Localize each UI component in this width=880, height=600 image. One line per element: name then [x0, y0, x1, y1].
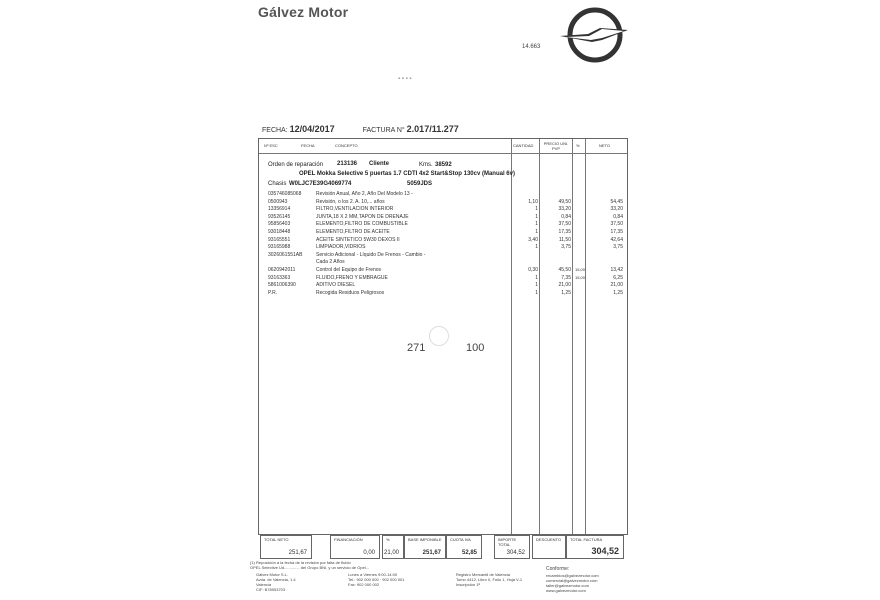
financiacion-value: 0,00	[363, 550, 375, 556]
table-row	[259, 206, 627, 214]
footer-email-2: comercial@galvezmotor.com	[546, 578, 598, 583]
column-headers	[259, 139, 627, 154]
total-factura-label: TOTAL FACTURA	[570, 537, 603, 542]
header-number: 14.663	[522, 44, 541, 50]
footer-conforme: Conforme:	[546, 566, 570, 572]
item-unit-price: 45,50	[558, 267, 571, 273]
company-name: Gálvez Motor	[258, 4, 349, 20]
kms-value: 38592	[435, 162, 452, 168]
total-factura-box	[566, 535, 624, 559]
importe-label: IMPORTE TOTAL	[498, 537, 517, 547]
item-code: 93018448	[268, 229, 291, 235]
item-description: JUNTA,18 X 2 MM,TAPON DE DRENAJE	[316, 213, 409, 220]
item-code: 5861006390	[268, 282, 296, 289]
item-quantity: 1	[535, 274, 538, 281]
footer-address-3: Valencia	[256, 582, 272, 587]
stamp-number-left: 271	[407, 342, 426, 354]
item-code: 93526145	[268, 213, 291, 220]
table-row	[259, 214, 627, 222]
table-row	[259, 252, 627, 260]
table-row	[259, 229, 627, 237]
base-label: BASE IMPONIBLE	[408, 537, 442, 542]
table-row	[259, 237, 627, 245]
importe-value: 304,52	[506, 550, 525, 556]
item-total: 54,45	[610, 198, 623, 205]
item-total: 13,42	[610, 267, 623, 273]
table-row	[259, 199, 627, 207]
footer-phone: Tel.: 902 000 000 · 902 000 001	[348, 577, 405, 582]
col-header: NETO	[599, 143, 611, 148]
item-code: 95856403	[268, 221, 291, 228]
col-header: PRECIO UNI. PVP	[543, 141, 569, 151]
col-header: CANTIDAD	[513, 143, 534, 148]
item-unit-price: 3,75	[561, 244, 571, 251]
kms-label: Kms.	[419, 162, 433, 168]
table-row	[259, 259, 627, 267]
item-description: ACEITE SINTETICO 5W30 DEXOS II	[316, 236, 400, 243]
base-value: 251,67	[422, 550, 441, 556]
footer-address-1: Gálvez Motor S.L.	[256, 572, 289, 577]
factura-label: FACTURA N°	[362, 127, 405, 134]
col-header: FECHA	[301, 143, 315, 148]
table-row	[259, 275, 627, 283]
footer-email-3: taller@galvezmotor.com	[546, 583, 589, 588]
iva-pct-value: 21,00	[383, 550, 399, 556]
cuota-label: CUOTA IVA	[450, 537, 471, 542]
item-unit-price: 21,00	[558, 282, 571, 289]
footer-address-4: CIF: B78953703	[256, 587, 286, 592]
item-unit-price: 17,35	[558, 229, 571, 235]
orden-value: 213136	[337, 161, 358, 167]
item-description: Revisión Anual, Año 2, Año Del Modelo 13 -	[316, 191, 413, 197]
footer-hours: Lunes a Viernes 9:00-14:00	[348, 572, 398, 577]
item-quantity: 1	[535, 229, 538, 235]
item-description: Recogida Residuos Peligrosos	[316, 289, 385, 296]
table-row	[259, 221, 627, 229]
item-description: Revisión, o los 2. A. 10,... años	[316, 198, 385, 205]
table-row	[259, 244, 627, 252]
item-quantity: 1	[535, 213, 538, 220]
item-code: 93165551	[268, 236, 291, 243]
cuota-value: 52,85	[461, 550, 477, 556]
vehicle-description: OPEL Mokka Selective 5 puertas 1.7 CDTI 4x2 Start&Stop 130cv (Manual 6v)	[299, 171, 515, 177]
item-description: ELEMENTO,FILTRO DE ACEITE	[316, 229, 390, 235]
financiacion-label: FINANCIACIÓN	[334, 537, 363, 542]
item-unit-price: 33,20	[558, 206, 571, 213]
item-description: ADITIVO DIESEL	[316, 282, 356, 289]
total-neto-label: TOTAL NETO	[264, 537, 289, 542]
item-description: Cada 2 Años	[316, 259, 345, 266]
item-quantity: 3,40	[528, 236, 538, 243]
item-total: 6,25	[613, 274, 623, 281]
footer-note-1: (1) Reposición a la fecha de la revisión por falta de fluido	[250, 560, 351, 565]
item-total: 42,64	[610, 236, 623, 243]
item-unit-price: 1,25	[561, 289, 571, 296]
total-neto-value: 251,67	[288, 550, 307, 556]
item-quantity: 1	[535, 221, 538, 228]
footer-registry-2: Tomo 4412, Libro 0, Folio 1, Hoja V-1	[456, 577, 523, 582]
footer-web: www.galvezmotor.com	[546, 588, 586, 593]
header-marks: ▪ ▪ ▪ ▪	[398, 76, 412, 82]
item-description: Servicio Adicional - Líquido De Frenos - Cambio -	[316, 251, 426, 258]
orden-label: Orden de reparación	[268, 162, 324, 168]
item-quantity: 1	[535, 244, 538, 251]
cuota-box	[446, 535, 482, 559]
base-box	[404, 535, 446, 559]
total-factura-value: 304,52	[591, 546, 619, 556]
item-total: 33,20	[610, 206, 623, 213]
col-header: Nº ESC	[264, 143, 278, 148]
item-quantity: 1,10	[528, 198, 538, 205]
cliente-label: Cliente	[369, 161, 390, 167]
footer-note-2: OPEL Selective Ud.............. del Grupo BNI, y un servicio de Opel...	[250, 565, 370, 570]
item-description: LIMPIADOR,VIDRIOS	[316, 244, 366, 251]
matricula-value: 5059JDS	[407, 181, 433, 187]
descuento-box	[532, 535, 566, 559]
item-quantity: 1	[535, 206, 538, 213]
col-header: %	[576, 143, 580, 148]
footer-email-1: recambios@galvezmotor.com	[546, 573, 599, 578]
factura-value: 2.017/11.277	[406, 124, 459, 134]
item-unit-price: 7,35	[561, 274, 571, 281]
financiacion-box	[330, 535, 380, 559]
fecha-value: 12/04/2017	[289, 124, 335, 134]
total-neto-box	[260, 535, 312, 559]
item-code: 93165988	[268, 244, 291, 251]
item-quantity: 1	[535, 282, 538, 289]
footer-fax: Fax: 902 000 002	[348, 582, 380, 587]
item-description: FLUIDO,FRENO Y EMBRAGUE	[316, 274, 388, 281]
col-header: CONCEPTO	[335, 143, 358, 148]
item-description: FILTRO,VENTILACION INTERIOR	[316, 206, 394, 213]
stamp-number-right: 100	[466, 342, 485, 354]
iva-pct-box	[382, 535, 404, 559]
item-code: P.R.	[268, 289, 278, 296]
chasis-label: Chasis	[268, 181, 287, 187]
importe-box	[494, 535, 530, 559]
item-code: 035746085068	[268, 191, 302, 197]
item-quantity: 1	[535, 289, 538, 296]
item-code: 93163363	[268, 274, 291, 281]
item-total: 1,25	[613, 289, 623, 296]
item-code: 0500943	[268, 198, 288, 205]
item-quantity: 0,30	[528, 267, 538, 273]
item-total: 37,50	[610, 221, 623, 228]
item-unit-price: 11,50	[558, 236, 571, 243]
opel-logo	[558, 6, 632, 64]
item-description: Control del Equipo de Frenos	[316, 267, 382, 273]
item-total: 0,84	[613, 213, 623, 220]
chasis-value: W0LJC7E39G4069774	[289, 181, 352, 187]
table-row	[259, 191, 627, 199]
item-discount: 15,00	[575, 274, 586, 280]
item-code: 3026061551AB	[268, 251, 303, 258]
item-total: 17,35	[610, 229, 623, 235]
table-row	[259, 282, 627, 290]
item-unit-price: 0,84	[561, 213, 571, 220]
footer-registry-1: Registro Mercantil de Valencia	[456, 572, 510, 577]
stamp-circle	[429, 326, 449, 346]
table-row	[259, 290, 627, 298]
descuento-label: DESCUENTO	[536, 537, 562, 542]
iva-pct-label: %	[386, 537, 390, 542]
item-code: 13356914	[268, 206, 291, 213]
totals-bar	[258, 533, 626, 559]
item-total: 21,00	[610, 282, 623, 289]
footer-address-2: Avda. de Valencia, 1.4	[256, 577, 296, 582]
item-total: 3,75	[613, 244, 623, 251]
fecha-label: FECHA:	[262, 127, 288, 134]
table-row	[259, 267, 627, 275]
item-unit-price: 37,50	[558, 221, 571, 228]
item-unit-price: 49,50	[558, 198, 571, 205]
footer-registry-3: Inscripción 1ª	[456, 582, 480, 587]
item-discount: 15,00	[575, 267, 586, 272]
item-code: 0620942011	[268, 267, 296, 273]
item-description: ELEMENTO,FILTRO DE COMBUSTIBLE	[316, 221, 408, 228]
footer	[248, 560, 628, 600]
